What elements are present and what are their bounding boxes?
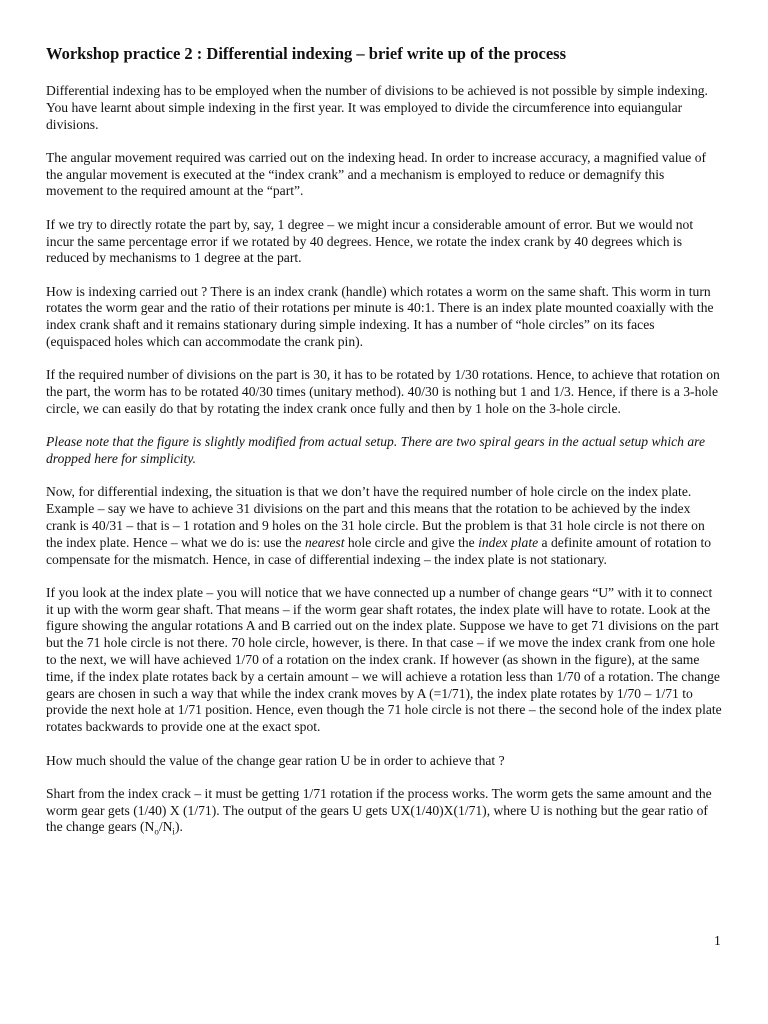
- subscript-i: i: [172, 827, 175, 838]
- paragraph-simple-example: If the required number of divisions on the part is 30, it has to be rotated by 1/30 rotations. Hence, to achieve that rotation on the part, the worm has to be rotated 40/30 times (unitary method). 40/30 is nothing but 1 and 1/3. Hence, if there is a 3-hole circle, we can easily do that by rotating the index crank once fully and then by 1 hole on the 3-hole circle.: [46, 367, 720, 416]
- paragraph-figure-note: Please note that the figure is slightly modified from actual setup. There are two spiral gears in the actual setup which are dropped here for simplicity.: [46, 434, 705, 467]
- paragraph-gear-ratio: [46, 786, 722, 836]
- subscript-o: o: [154, 827, 159, 838]
- text-run: Shart from the index crack – it must be getting 1/71 rotation if the process works. The worm gets the same amount and the worm gear gets (1/40) X (1/71). The output of the gears U gets UX(1/40)X(1/71), where U is nothing but the gear ratio of the change gears (N: [46, 785, 712, 835]
- paragraph-angular-movement: The angular movement required was carried out on the indexing head. In order to increase accuracy, a magnified value of the angular movement is executed at the “index crank” and a mechanism is employed to reduce or demagnify this movement to the required amount at the “part”.: [46, 149, 707, 199]
- text-run: ).: [174, 819, 183, 835]
- text-run-italic: index plate: [478, 534, 539, 550]
- text-run: a definite amount of rotation to compensate for the mismatch. Hence, in case of differential indexing – the index plate is not stationary.: [46, 534, 712, 567]
- paragraph-error: If we try to directly rotate the part by, say, 1 degree – we might incur a considerable amount of error. But we would not incur the same percentage error if we rotated by 40 degrees. Hence, we rotate the index crank by 40 degrees which is reduced by mechanisms to 1 degree at the part.: [46, 216, 694, 266]
- paragraph-change-gears: If you look at the index plate – you will notice that we have connected up a number of change gears “U” with it to connect it up with the worm gear shaft. That means – if the worm gear shaft rotates, the index plate will have to rotate. Look at the figure showing the angular rotations A and B carried out on the index plate. Suppose we have to get 71 divisions on the part but the 71 hole circle is not there. 70 hole circle, however, is there. In that case – if we move the index crank from one hole to the next, we will have achieved 1/70 of a rotation on the index crank. If however (as shown in the figure), at the same time, if the index plate rotates back by a certain amount – we will achieve a rotation less than 1/70 of a rotation. The change gears are chosen in such a way that while the index crank moves by A (=1/71), the index plate rotates by 1/70 – 1/71 to provide the next hole at 1/71 position. Hence, even though the 71 hole circle is not there – the second hole of the index plate rotates backwards to provide one at the exact spot.: [46, 584, 722, 735]
- text-run: Now, for differential indexing, the situation is that we don’t have the required number of hole circle on the index plate. Example – say we have to achieve 31 divisions on the part and this means that the rotation to be achieved by the index crank is 40/31 – that is – 1 rotation and 9 holes on the 31 hole circle. But the problem is that 31 hole circle is not there on the index plate. Hence – what we do is: use the: [46, 484, 705, 550]
- text-run: hole circle and give the: [344, 534, 479, 550]
- text-run-italic: nearest: [304, 534, 345, 550]
- paragraph-intro: Differential indexing has to be employed when the number of divisions to be achieved is not possible by simple indexing. You have learnt about simple indexing in the first year. It was employed to divide the circumference into equiangular divisions.: [46, 83, 708, 132]
- document-body: [46, 44, 722, 853]
- paragraph-differential: [46, 484, 722, 568]
- paragraph-question: How much should the value of the change gear ration U be in order to achieve that ?: [46, 752, 505, 768]
- paragraph-how-indexing: How is indexing carried out ? There is an index crank (handle) which rotates a worm on the same shaft. This worm in turn rotates the worm gear and the ratio of their rotations per minute is 40:1. There is an index plate mounted coaxially with the index crank shaft and it remains stationary during simple indexing. It has a number of “hole circles” on its faces (equispaced holes which can accommodate the crank pin).: [46, 283, 714, 350]
- text-run: /N: [158, 819, 173, 835]
- page-number: 1: [714, 933, 721, 948]
- document-title: Workshop practice 2 : Differential indexing – brief write up of the process: [46, 44, 567, 63]
